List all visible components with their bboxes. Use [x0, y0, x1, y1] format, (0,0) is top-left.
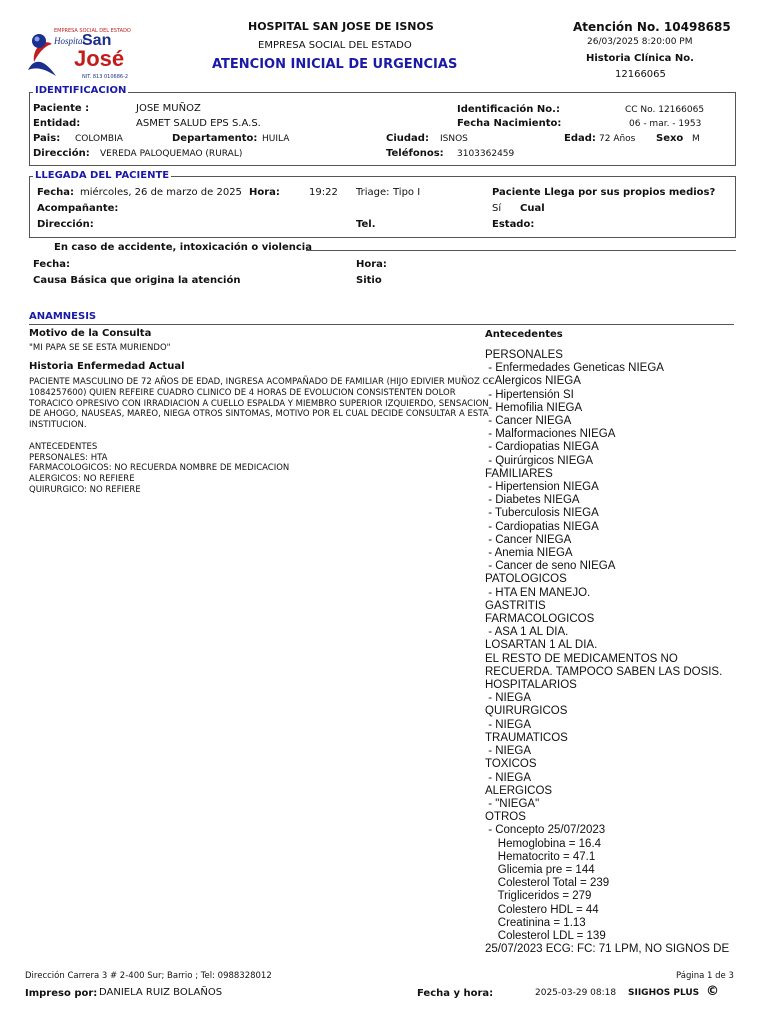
companion-tel-label: Tel.: [356, 219, 376, 230]
id-value: CC No. 12166065: [625, 105, 705, 115]
antecedente-line: - "NIEGA": [485, 797, 540, 810]
reason-value: "MI PAPA SE SE ESTA MURIENDO": [29, 343, 171, 353]
antecedente-line: FAMILIARES: [485, 467, 553, 480]
antecedente-line: - Cancer de seno NIEGA: [485, 560, 616, 573]
history-line: [29, 431, 474, 442]
footer-page: Página 1 de 3: [676, 971, 734, 981]
patient-value: JOSE MUÑOZ: [136, 103, 201, 114]
antecedente-line: RECUERDA. TAMPOCO SABEN LAS DOSIS.: [485, 665, 723, 678]
antecedente-line: TRAUMATICOS: [485, 731, 568, 744]
history-line: PACIENTE MASCULINO DE 72 AÑOS DE EDAD, INGRESA ACOMPAÑADO DE FAMILIAR (HIJO EDIVIER MUÑOZ CC: [29, 377, 495, 387]
entity-label: Entidad:: [33, 118, 81, 129]
accident-time-label: Hora:: [356, 259, 387, 270]
antecedente-line: PATOLOGICOS: [485, 573, 567, 586]
city-value: ISNOS: [440, 134, 468, 144]
hospital-logo: [22, 24, 131, 84]
antecedente-line: - Tuberculosis NIEGA: [485, 507, 599, 520]
address-label: Dirección:: [33, 148, 90, 159]
identificacion-title: IDENTIFICACION: [35, 85, 127, 96]
antecedentes-label: Antecedentes: [485, 329, 563, 340]
antecedente-line: - NIEGA: [485, 692, 532, 705]
accident-divider: [306, 250, 736, 251]
state-label: Estado:: [492, 219, 535, 230]
history-line: DE AHOGO, NAUSEAS, MAREO, NIEGA OTROS SINTOMAS, MOTIVO POR EL CUAL DECIDE CONSULTAR A ESTA: [29, 409, 489, 420]
logo-hospital-word: Hospital: [54, 36, 86, 46]
antecedente-line: - ASA 1 AL DIA.: [485, 626, 569, 639]
antecedente-line: - Quirúrgicos NIEGA: [485, 454, 593, 467]
antecedente-line: Hemoglobina = 16.4: [485, 837, 602, 850]
antecedente-line: - Concepto 25/07/2023: [485, 824, 606, 837]
print-datetime-label: Fecha y hora:: [417, 988, 494, 999]
antecedente-line: - HTA EN MANEJO.: [485, 586, 591, 599]
antecedente-line: - Malformaciones NIEGA: [485, 428, 616, 441]
antecedente-line: QUIRURGICOS: [485, 705, 568, 718]
antecedente-line: - Cancer NIEGA: [485, 533, 572, 546]
antecedente-line: - Cancer NIEGA: [485, 415, 572, 428]
cause-label: Causa Básica que origina la atención: [33, 275, 241, 286]
anamnesis-title: ANAMNESIS: [29, 311, 97, 322]
history-line: ALERGICOS: NO REFIERE: [29, 474, 135, 485]
antecedente-line: Hematocrito = 47.1: [485, 850, 596, 863]
department-label: Departamento:: [172, 133, 258, 144]
antecedente-line: - Hipertensión SI: [485, 388, 574, 401]
antecedente-line: - Hemofilia NIEGA: [485, 401, 583, 414]
sex-value: M: [692, 134, 700, 144]
clinical-history-number: 12166065: [615, 69, 666, 80]
antecedente-line: Colestero HDL = 44: [485, 903, 599, 916]
antecedente-line: - Cardiopatias NIEGA: [485, 520, 599, 533]
birth-value: 06 - mar. - 1953: [629, 119, 702, 129]
id-label: Identificación No.:: [457, 104, 560, 115]
logo-top-text: EMPRESA SOCIAL DEL ESTADO: [54, 28, 131, 34]
antecedente-line: Colesterol Total = 239: [485, 877, 610, 890]
antecedente-line: Colesterol LDL = 139: [485, 929, 606, 942]
footer-address: Dirección Carrera 3 # 2-400 Sur; Barrio ; Tel: 0988328012: [25, 971, 272, 981]
brand-name: SIIGHOS PLUS: [628, 988, 700, 998]
history-line: QUIRURGICO: NO REFIERE: [29, 484, 141, 495]
country-value: COLOMBIA: [75, 134, 123, 144]
antecedente-line: - Anemia NIEGA: [485, 547, 573, 560]
age-value: 72 Años: [599, 134, 636, 144]
accident-date-label: Fecha:: [33, 259, 71, 270]
history-line: FARMACOLOGICOS: NO RECUERDA NOMBRE DE MEDICACION: [29, 463, 290, 474]
patient-label: Paciente :: [33, 103, 90, 114]
logo-jose: José: [74, 46, 125, 71]
antecedente-line: 25/07/2023 ECG: FC: 71 LPM, NO SIGNOS DE: [485, 943, 730, 956]
logo-san: San: [82, 32, 112, 49]
entity-type: EMPRESA SOCIAL DEL ESTADO: [258, 40, 412, 51]
city-label: Ciudad:: [386, 133, 429, 144]
antecedente-line: GASTRITIS: [485, 599, 546, 612]
arrival-time-value: 19:22: [309, 187, 338, 198]
antecedente-line: - Hipertension NIEGA: [485, 481, 599, 494]
arrives-label: Paciente Llega por sus propios medios?: [492, 187, 716, 198]
history-line: INSTITUCION.: [29, 420, 87, 431]
document-title: ATENCION INICIAL DE URGENCIAS: [212, 57, 458, 72]
antecedente-line: - Cardiopatias NIEGA: [485, 441, 599, 454]
attention-datetime: 26/03/2025 8:20:00 PM: [587, 37, 693, 47]
history-text: [29, 377, 495, 496]
logo-nit: NIT. 813 010686-2: [82, 74, 129, 80]
antecedente-line: PERSONALES: [485, 349, 563, 361]
which-label: Cual: [520, 203, 545, 214]
antecedente-line: - NIEGA: [485, 771, 532, 784]
antecedente-line: Glicemia pre = 144: [485, 863, 595, 876]
history-line: ANTECEDENTES: [29, 441, 98, 452]
antecedente-line: - NIEGA: [485, 718, 532, 731]
antecedente-line: TOXICOS: [485, 758, 537, 771]
clinical-history-label: Historia Clínica No.: [586, 53, 694, 64]
history-line: 1084257600) QUIEN REFEIRE CUADRO CLINICO DE 4 HORAS DE EVOLUCION CONSISTENTEN DOLOR: [29, 387, 456, 398]
address-value: VEREDA PALOQUEMAO (RURAL): [100, 149, 243, 159]
arrival-time-label: Hora:: [249, 187, 280, 198]
history-label: Historia Enfermedad Actual: [29, 361, 185, 372]
companion-label: Acompañante:: [37, 203, 119, 214]
antecedente-line: - NIEGA: [485, 745, 532, 758]
country-label: Pais:: [33, 133, 61, 144]
reason-label: Motivo de la Consulta: [29, 328, 152, 339]
phones-value: 3103362459: [457, 149, 515, 159]
hospital-name: HOSPITAL SAN JOSE DE ISNOS: [248, 20, 434, 33]
antecedente-line: ALERGICOS: [485, 784, 553, 797]
department-value: HUILA: [262, 134, 290, 144]
history-line: PERSONALES: HTA: [29, 452, 108, 463]
arrival-date-label: Fecha:: [37, 187, 75, 198]
birth-label: Fecha Nacimiento:: [457, 118, 562, 129]
entity-value: ASMET SALUD EPS S.A.S.: [136, 118, 261, 129]
antecedentes-list: [485, 349, 755, 956]
arrival-date-value: miércoles, 26 de marzo de 2025: [80, 187, 242, 198]
site-label: Sitio: [356, 275, 382, 286]
antecedente-line: Creatinina = 1.13: [485, 916, 586, 929]
antecedente-line: HOSPITALARIOS: [485, 679, 577, 692]
copyright-icon: ©: [706, 984, 719, 999]
anamnesis-divider: [29, 324, 734, 325]
triage-label: Triage:: [356, 187, 390, 198]
llegada-title: LLEGADA DEL PACIENTE: [35, 170, 170, 181]
llegada-box: [29, 176, 736, 238]
history-line: TORACICO OPRESIVO CON IRRADIACION A CUELLO ESPALDA Y MIEMBRO SUPERIOR IZQUIERDO, SENSACION: [29, 398, 489, 409]
attention-number: Atención No. 10498685: [573, 20, 731, 34]
print-datetime-value: 2025-03-29 08:18: [535, 988, 617, 998]
antecedente-line: OTROS: [485, 811, 526, 824]
age-label: Edad:: [564, 133, 596, 144]
antecedente-line: - Alergicos NIEGA: [485, 375, 581, 388]
antecedente-line: - Enfermedades Geneticas NIEGA: [485, 362, 664, 375]
antecedente-line: EL RESTO DE MEDICAMENTOS NO: [485, 652, 678, 665]
antecedente-line: FARMACOLOGICOS: [485, 613, 595, 626]
antecedente-line: Trigliceridos = 279: [485, 890, 592, 903]
triage-value: Tipo I: [393, 187, 421, 198]
companion-address-label: Dirección:: [37, 219, 94, 230]
printed-by-value: DANIELA RUIZ BOLAÑOS: [99, 987, 223, 998]
arrives-value: Sí: [492, 203, 502, 214]
phones-label: Teléfonos:: [386, 148, 444, 159]
antecedente-line: LOSARTAN 1 AL DIA.: [485, 639, 598, 652]
printed-by-label: Impreso por:: [25, 988, 98, 999]
sex-label: Sexo: [656, 133, 684, 144]
accident-title: En caso de accidente, intoxicación o violencia: [54, 242, 312, 253]
antecedente-line: - Diabetes NIEGA: [485, 494, 580, 507]
